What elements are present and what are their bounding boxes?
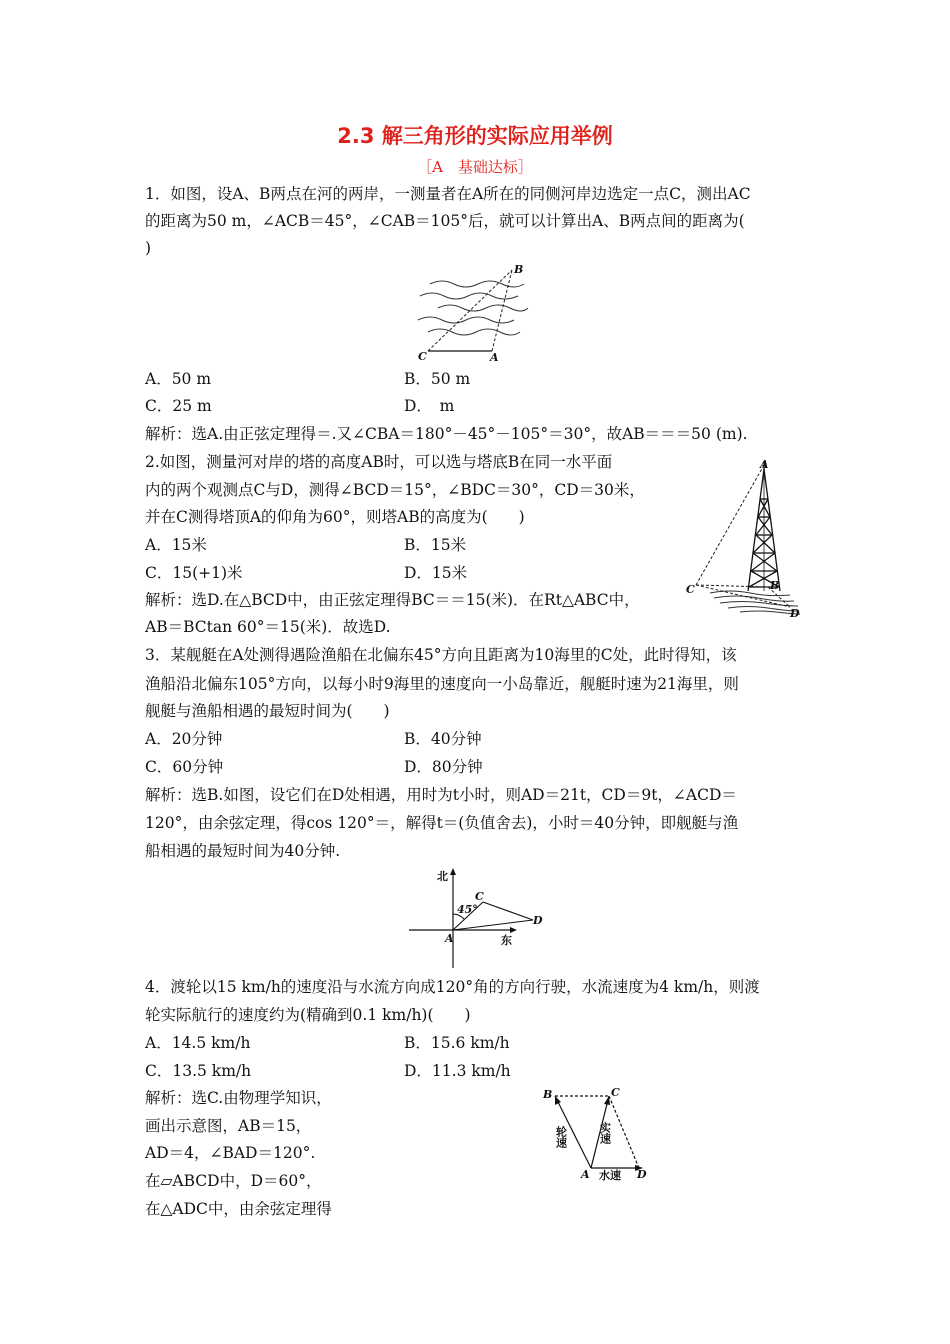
label-north: 北 [437,870,448,883]
label-B: B [543,1088,553,1101]
q4-solution-line-2: 画出示意图，AB＝15， [145,1117,312,1135]
label-water-velocity: 水速 [599,1169,621,1182]
north-arrow-icon [450,868,456,875]
q2-option-c: C．15(+1)米 [145,564,243,582]
q1-option-c: C．25 m [145,397,212,415]
q4-option-c: C．13.5 km/h [145,1062,252,1080]
east-arrow-icon [510,927,517,933]
q2-solution-line-2: AB＝BCtan 60°＝15(米)．故选D. [145,618,391,636]
q4-solution-line-3: AD＝4，∠BAD＝120°. [145,1144,316,1162]
q2-option-a: A．15米 [145,536,207,554]
label-east: 东 [501,934,512,947]
q2-line-1: 2.如图，测量河对岸的塔的高度AB时，可以选与塔底B在同一水平面 [145,453,613,471]
cb-dashed-line [696,585,768,587]
q1-line-1: 1．如图，设A、B两点在河的两岸，一测量者在A所在的同侧河岸边选定一点C，测出AC [145,185,751,203]
q1-option-a: A．50 m [145,370,212,388]
q3-option-b: B．40分钟 [404,730,482,748]
ca-dashed-line [696,465,764,585]
label-actual-velocity: 实速 [598,1122,612,1144]
q4-option-b: B．15.6 km/h [404,1034,510,1052]
q4-line-1: 4．渡轮以15 km/h的速度沿与水流方向成120°角的方向行驶，水流速度为4 km/h，则渡 [145,978,760,996]
q3-line-3: 舰艇与渔船相遇的最短时间为( ) [145,702,390,720]
q1-option-b: B．50 m [404,370,471,388]
q3-option-a: A．20分钟 [145,730,223,748]
q4-option-a: A．14.5 km/h [145,1034,251,1052]
q4-solution-line-5: 在△ADC中，由余弦定理得 [145,1200,332,1218]
tower-lattice [748,461,780,591]
q3-line-1: 3．某舰艇在A处测得遇险渔船在北偏东45°方向且距离为10海里的C处，此时得知，该 [145,646,737,664]
label-C: C [611,1086,620,1099]
q2-option-d: D．15米 [404,564,468,582]
q2-solution-line-1: 解析：选D.在△BCD中，由正弦定理得BC＝＝15(米)．在Rt△ABC中， [145,591,640,609]
q1-line-3: ) [145,239,152,257]
cd-dashed-line [609,1096,639,1168]
cd-line [483,902,533,920]
label-B: B [770,579,780,592]
arrow-b-icon [555,1096,561,1105]
label-C: C [475,890,484,903]
label-A: A [760,458,769,471]
q1-line-2: 的距离为50 m，∠ACB＝45°，∠CAB＝105°后，就可以计算出A、B两点间的距离为( [145,212,745,230]
q1-option-d: D． m [404,397,455,415]
q4-line-2: 轮实际航行的速度约为(精确到0.1 km/h)( ) [145,1006,471,1024]
label-D: D [637,1168,647,1181]
ad-line [453,920,533,930]
label-C: C [418,350,427,363]
figure-velocity-parallelogram [535,1082,655,1182]
figure-tower [680,455,810,625]
label-C: C [686,583,695,596]
q3-solution-line-1: 解析：选B.如图，设它们在D处相遇，用时为t小时，则AD＝21t，CD＝9t，∠ACD＝ [145,786,737,804]
q3-option-c: C．60分钟 [145,758,224,776]
label-B: B [514,263,524,276]
figure-bearing [405,866,555,970]
label-angle-45: 45° [457,903,478,916]
label-ship-velocity: 轮速 [554,1126,568,1148]
q4-solution-line-1: 解析：选C.由物理学知识， [145,1089,332,1107]
label-A: A [490,351,499,364]
page-title: 2.3 解三角形的实际应用举例 [337,124,613,148]
q3-solution-line-3: 船相遇的最短时间为40分钟. [145,842,341,860]
ab-dashed-line [492,270,512,351]
q4-option-d: D．11.3 km/h [404,1062,511,1080]
section-subtitle: ［A 基础达标］ [417,158,533,176]
label-A: A [581,1168,590,1181]
ground-hatching [710,591,800,614]
q1-solution: 解析：选A.由正弦定理得＝.又∠CBA＝180°－45°－105°＝30°，故AB＝＝＝50 (m). [145,425,748,443]
q3-option-d: D．80分钟 [404,758,483,776]
q2-line-3: 并在C测得塔顶A的仰角为60°，则塔AB的高度为( ) [145,508,525,526]
arrow-c-icon [604,1096,610,1105]
q2-option-b: B．15米 [404,536,467,554]
figure-river-triangle [410,262,540,366]
label-A: A [445,932,454,945]
q3-solution-line-2: 120°，由余弦定理，得cos 120°＝，解得t＝(负值舍去)，小时＝40分钟，即舰艇与渔 [145,814,739,832]
label-D: D [533,914,543,927]
label-D: D [790,607,800,620]
q4-solution-line-4: 在▱ABCD中，D＝60°， [145,1172,322,1190]
q2-line-2: 内的两个观测点C与D，测得∠BCD＝15°，∠BDC＝30°，CD＝30米， [145,481,645,499]
q3-line-2: 渔船沿北偏东105°方向，以每小时9海里的速度向一小岛靠近，舰艇时速为21海里，则 [145,675,739,693]
